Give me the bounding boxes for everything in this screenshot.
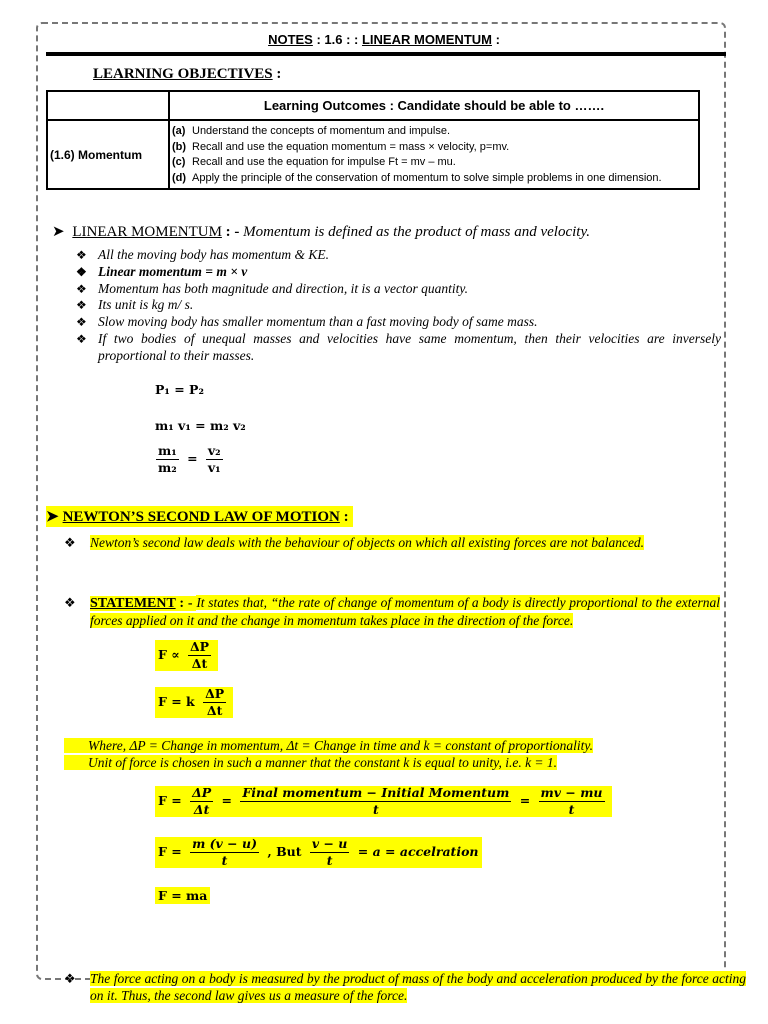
formula-f-ma: F = ma [155,887,210,904]
list-item: ❖ Momentum has both magnitude and direction, it is a vector quantity. [76,281,721,298]
conclusion-note: ❖ The force acting on a body is measured by the product of mass of the body and acceleration produced by the force acting on it. Thus, the second law gives us a measure of the force. [64,970,746,1004]
formula-proportional: F ∝ $\frac{\Delta P}{\Delta t}$ [155,640,218,671]
notes-number: : 1.6 : : [312,32,362,47]
list-item: ❖ Linear momentum = m × v [76,264,721,281]
equation-m1v1-m2v2: m₁ v₁ = m₂ v₂ [155,418,246,433]
list-item: (c) Recall and use the equation for impulse Ft = mv – mu. [172,156,456,168]
equation-ratio: $\frac{\text{m₁}}{\text{m₂}}$ = $\frac{\text{v₂}}{\text{v₁}}$ [158,443,221,475]
newton-statement: ❖ STATEMENT : - It states that, “the rate of change of momentum of a body is directly proportional to the external forces applied on it and the change in momentum takes place in the direction of the force. [64,594,720,629]
arrow-icon: ➤ [52,224,65,240]
list-item: ❖ Its unit is kg m/ s. [76,297,721,314]
table-header: Learning Outcomes : Candidate should be able to ……. [169,91,699,120]
page-title: LINEAR MOMENTUM [361,32,492,47]
linear-momentum-heading: ➤ LINEAR MOMENTUM : - Momentum is defined as the product of mass and velocity. [52,224,591,240]
page-header: NOTES : 1.6 : : LINEAR MOMENTUM : [268,32,500,47]
where-note: Where, ΔP = Change in momentum, Δt = Change in time and k = constant of proportionality. Unit of force is chosen in such a manner that the constant k is equal to unity, i.e. k = 1. [64,737,694,771]
newton-heading: ➤ NEWTON’S SECOND LAW OF MOTION : [46,506,353,527]
table-items [169,120,699,189]
formula-momentum-change: F = $\frac{\Delta P}{\Delta t}$ = $\frac{\text{Final momentum − Initial Momentum}}{t}$ = $\frac{mv - mu}{t}$ [155,786,612,817]
header-rule [46,52,726,56]
momentum-bullets [76,247,721,365]
newton-intro: ❖ Newton’s second law deals with the behaviour of objects on which all existing forces are not balanced. [64,534,720,551]
formula-constant: F = k $\frac{\Delta P}{\Delta t}$ [155,687,233,718]
list-item: (a) Understand the concepts of momentum and impulse. [172,125,451,137]
objectives-table [46,90,700,190]
table-topic: (1.6) Momentum [47,120,169,189]
momentum-definition: Momentum is defined as the product of mass and velocity. [243,224,591,240]
formula-acceleration: F = $\frac{m (v - u)}{t}$ , But $\frac{v - u}{t}$ = a = accelration [155,837,482,868]
objectives-title: LEARNING OBJECTIVES : [93,66,282,82]
list-item: ❖ If two bodies of unequal masses and velocities have same momentum, then their velocities are inversely proportional to their masses. [76,331,721,365]
list-item: ❖ Slow moving body has smaller momentum than a fast moving body of same mass. [76,314,721,331]
arrow-icon: ➤ [46,509,59,525]
notes-label: NOTES [268,32,313,47]
equation-p1-p2: P₁ = P₂ [155,382,204,397]
list-item: (b) Recall and use the equation momentum = mass × velocity, p=mv. [172,140,510,153]
list-item: (d) Apply the principle of the conservation of momentum to solve simple problems in one dimension. [172,171,662,184]
list-item: ❖ All the moving body has momentum & KE. [76,247,721,264]
